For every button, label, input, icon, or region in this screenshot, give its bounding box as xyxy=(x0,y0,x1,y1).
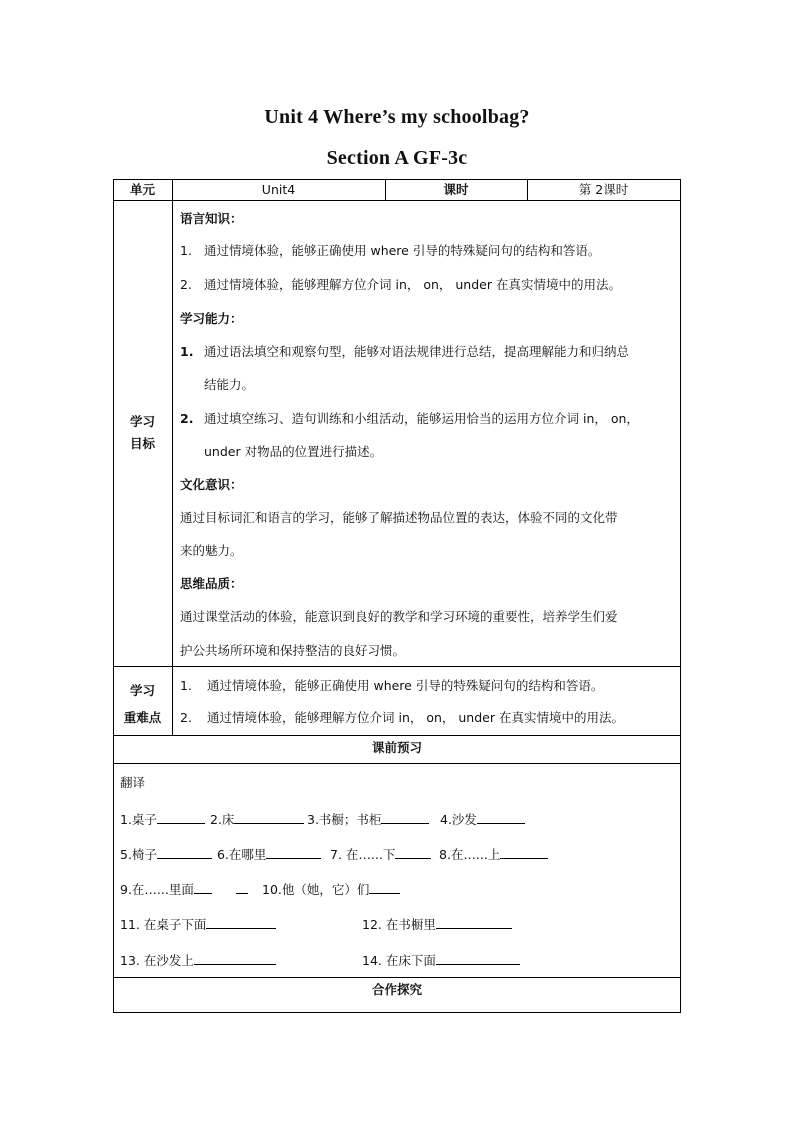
vocab-prompt: 5.椅子 xyxy=(120,847,157,862)
answer-blank[interactable] xyxy=(500,846,548,859)
phrase-item xyxy=(362,952,520,969)
goal-item-text: 通过情境体验，能够理解方位介词 in， on， under 在真实情境中的用法。 xyxy=(204,277,621,292)
vocab-item xyxy=(440,811,525,828)
goal-item-text: 通过情境体验，能够正确使用 where 引导的特殊疑问句的结构和答语。 xyxy=(204,243,601,258)
answer-blank[interactable] xyxy=(236,881,248,894)
answer-blank[interactable] xyxy=(206,916,276,929)
table-col-divider xyxy=(172,179,173,736)
goal-item-number: 2. xyxy=(180,411,194,426)
key-point-number: 2. xyxy=(180,710,192,725)
table-row-divider xyxy=(113,666,681,667)
phrase-item xyxy=(120,952,276,969)
goal-paragraph: 来的魅力。 xyxy=(180,543,243,558)
key-point-text: 通过情境体验，能够正确使用 where 引导的特殊疑问句的结构和答语。 xyxy=(207,678,604,693)
vocab-item xyxy=(330,846,431,863)
key-point-item xyxy=(180,678,603,694)
goal-paragraph: 护公共场所环境和保持整洁的良好习惯。 xyxy=(180,643,406,658)
vocab-prompt: 7. 在…...下 xyxy=(330,847,396,862)
key-point-text: 通过情境体验，能够理解方位介词 in， on， under 在真实情境中的用法。 xyxy=(207,710,624,725)
vocab-prompt: 4.沙发 xyxy=(440,812,477,827)
goal-item xyxy=(180,277,621,293)
vocab-item xyxy=(120,881,248,898)
answer-blank[interactable] xyxy=(395,846,431,859)
answer-blank[interactable] xyxy=(234,811,304,824)
vocab-prompt: 8.在…...上 xyxy=(439,847,501,862)
goal-item-number: 1. xyxy=(180,344,194,359)
table-row-divider xyxy=(113,200,681,201)
vocab-item xyxy=(120,846,212,863)
goal-item xyxy=(180,411,639,427)
answer-blank[interactable] xyxy=(157,811,205,824)
goals-label-2: 目标 xyxy=(129,436,155,451)
document-title: Unit 4 Where’s my schoolbag? xyxy=(264,106,530,128)
goals-label: 学习 xyxy=(129,414,155,429)
answer-blank[interactable] xyxy=(381,811,429,824)
table-row-divider xyxy=(113,977,681,978)
goal-item-number: 1. xyxy=(180,243,192,258)
vocab-item xyxy=(262,881,400,898)
goal-item-continued: 结能力。 xyxy=(204,377,255,392)
phrase-prompt: 13. 在沙发上 xyxy=(120,953,194,968)
vocab-prompt: 2.床 xyxy=(210,812,235,827)
goal-item-continued: under 对物品的位置进行描述。 xyxy=(204,444,383,459)
header-unit-value: Unit4 xyxy=(261,182,296,197)
goal-section-title: 学习能力： xyxy=(180,311,243,326)
goal-item-text: 通过语法填空和观察句型，能够对语法规律进行总结，提高理解能力和归纳总 xyxy=(204,344,630,359)
key-points-label-2: 重难点 xyxy=(123,710,162,725)
vocab-prompt: 9.在…...里面 xyxy=(120,882,194,897)
vocab-item xyxy=(210,811,304,828)
table-border-left xyxy=(113,179,114,1013)
table-border-top xyxy=(113,179,681,180)
answer-blank[interactable] xyxy=(436,952,520,965)
goal-section-title: 思维品质： xyxy=(180,576,243,591)
phrase-prompt: 12. 在书橱里 xyxy=(362,917,436,932)
table-row-divider xyxy=(113,763,681,764)
vocab-prompt: 1.桌子 xyxy=(120,812,157,827)
key-points-label: 学习 xyxy=(129,683,155,698)
answer-blank[interactable] xyxy=(194,881,212,894)
vocab-item xyxy=(307,811,429,828)
vocab-prompt: 6.在哪里 xyxy=(217,847,267,862)
header-period-label: 课时 xyxy=(443,182,469,197)
key-point-number: 1. xyxy=(180,678,192,693)
phrase-item xyxy=(120,916,276,933)
table-border-bottom xyxy=(113,1012,681,1013)
answer-blank[interactable] xyxy=(369,881,400,894)
phrase-prompt: 14. 在床下面 xyxy=(362,953,436,968)
phrase-item xyxy=(362,916,512,933)
cooperate-heading: 合作探究 xyxy=(371,982,422,997)
vocab-item xyxy=(120,811,205,828)
vocab-prompt: 3.书橱；书柜 xyxy=(307,812,382,827)
table-border-right xyxy=(680,179,681,1013)
answer-blank[interactable] xyxy=(157,846,212,859)
goal-item xyxy=(180,243,600,259)
goal-section-title: 文化意识： xyxy=(180,477,243,492)
goal-section-title: 语言知识： xyxy=(180,211,243,226)
phrase-prompt: 11. 在桌子下面 xyxy=(120,917,207,932)
goal-paragraph: 通过课堂活动的体验，能意识到良好的教学和学习环境的重要性，培养学生们爱 xyxy=(180,609,618,624)
table-row-divider xyxy=(113,735,681,736)
goal-item-number: 2. xyxy=(180,277,192,292)
header-unit-label: 单元 xyxy=(129,182,155,197)
goal-item-text: 通过填空练习、造句训练和小组活动，能够运用恰当的运用方位介词 in， on， xyxy=(204,411,639,426)
header-period-value: 第 2课时 xyxy=(578,182,629,197)
answer-blank[interactable] xyxy=(436,916,512,929)
vocab-item xyxy=(217,846,321,863)
answer-blank[interactable] xyxy=(266,846,321,859)
goal-paragraph: 通过目标词汇和语言的学习，能够了解描述物品位置的表达，体验不同的文化带 xyxy=(180,510,618,525)
answer-blank[interactable] xyxy=(477,811,525,824)
vocab-item xyxy=(439,846,548,863)
translate-label: 翻译 xyxy=(120,775,146,790)
document-subtitle: Section A GF-3c xyxy=(326,147,468,169)
vocab-prompt: 10.他（她，它）们 xyxy=(262,882,370,897)
goal-item xyxy=(180,344,629,360)
key-point-item xyxy=(180,710,624,726)
answer-blank[interactable] xyxy=(194,952,276,965)
preview-heading: 课前预习 xyxy=(371,740,422,755)
